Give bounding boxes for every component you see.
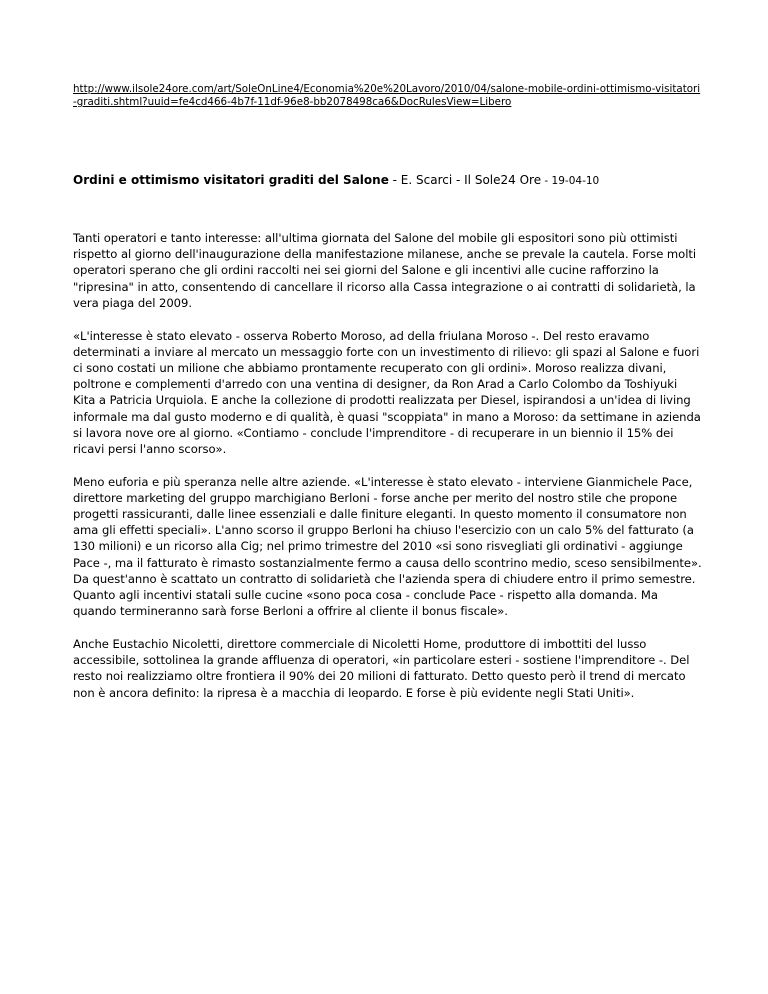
article-body: [73, 230, 703, 717]
article-paragraph: «L'interesse è stato elevato - osserva Roberto Moroso, ad della friulana Moroso -. Del resto eravamo determinati a inviare al mercato un messaggio forte con un investimento di rilievo: gli spazi al Salone e fuori ci sono costati un milione che abbiamo prontamente recuperato con gli ordini». Moroso realizza divani, poltrone e complementi d'arredo con una ventina di designer, da Ron Arad a Carlo Colombo da Toshiyuki Kita a Patricia Urquiola. E anche la collezione di prodotti realizzata per Diesel, ispirandosi a un'idea di living informale ma dal gusto moderno e di qualità, è quasi "scoppiata" in mano a Moroso: da settimane in azienda si lavora nove ore al giorno. «Contiamo - conclude l'imprenditore - di recuperare in un biennio il 15% dei ricavi persi l'anno scorso».: [73, 328, 701, 456]
source-url-link[interactable]: http://www.ilsole24ore.com/art/SoleOnLine4/Economia%20e%20Lavoro/2010/04/salone-mobile-ordini-ottimismo-visitatori-graditi.shtml?uuid=fe4cd466-4b7f-11df-96e8-bb2078498ca6&DocRulesView=Libero: [73, 83, 701, 108]
article-paragraph: Tanti operatori e tanto interesse: all'ultima giornata del Salone del mobile gli espositori sono più ottimisti rispetto al giorno dell'inaugurazione della manifestazione milanese, anche se prevale la cautela. Forse molti operatori sperano che gli ordini raccolti nei sei giorni del Salone e gli incentivi alle cucine rafforzino la "ripresina" in atto, consentendo di cancellare il ricorso alla Cassa integrazione o ai contratti di solidarietà, la vera piaga del 2009.: [73, 231, 697, 310]
article-date: - 19-04-10: [541, 175, 600, 187]
article-paragraph: Anche Eustachio Nicoletti, direttore commerciale di Nicoletti Home, produttore di imbottiti del lusso accessibile, sottolinea la grande affluenza di operatori, «in particolare esteri - sostiene l'imprenditore -. Del resto noi realizziamo oltre frontiera il 90% dei 20 milioni di fatturato. Detto questo però il trend di mercato non è ancora definito: la ripresa è a macchia di leopardo. E forse è più evidente negli Stati Uniti».: [73, 636, 690, 700]
article-headline: [73, 172, 713, 189]
article-title: Ordini e ottimismo visitatori graditi del Salone: [73, 173, 389, 187]
article-byline: - E. Scarci - Il Sole24 Ore: [388, 173, 542, 187]
article-paragraph: Meno euforia e più speranza nelle altre aziende. «L'interesse è stato elevato - interviene Gianmichele Pace, direttore marketing del gruppo marchigiano Berloni - forse anche per merito del nostro stile che propone progetti rassicuranti, dalle linee essenziali e dalle finiture eleganti. In questo momento il consumatore non ama gli effetti speciali». L'anno scorso il gruppo Berloni ha chiuso l'esercizio con un calo 5% del fatturato (a 130 milioni) e un ricorso alla Cig; nel primo trimestre del 2010 «si sono risvegliati gli ordinativi - aggiunge Pace -, ma il fatturato è rimasto sostanzialmente fermo a causa dello scontrino medio, sceso sensibilmente». Da quest'anno è scattato un contratto di solidarietà che l'azienda spera di chiudere entro il primo semestre. Quanto agli incentivi statali sulle cucine «sono poca cosa - conclude Pace - rispetto alla domanda. Ma quando termineranno sarà forse Berloni a offrire al cliente il bonus fiscale».: [73, 474, 702, 619]
